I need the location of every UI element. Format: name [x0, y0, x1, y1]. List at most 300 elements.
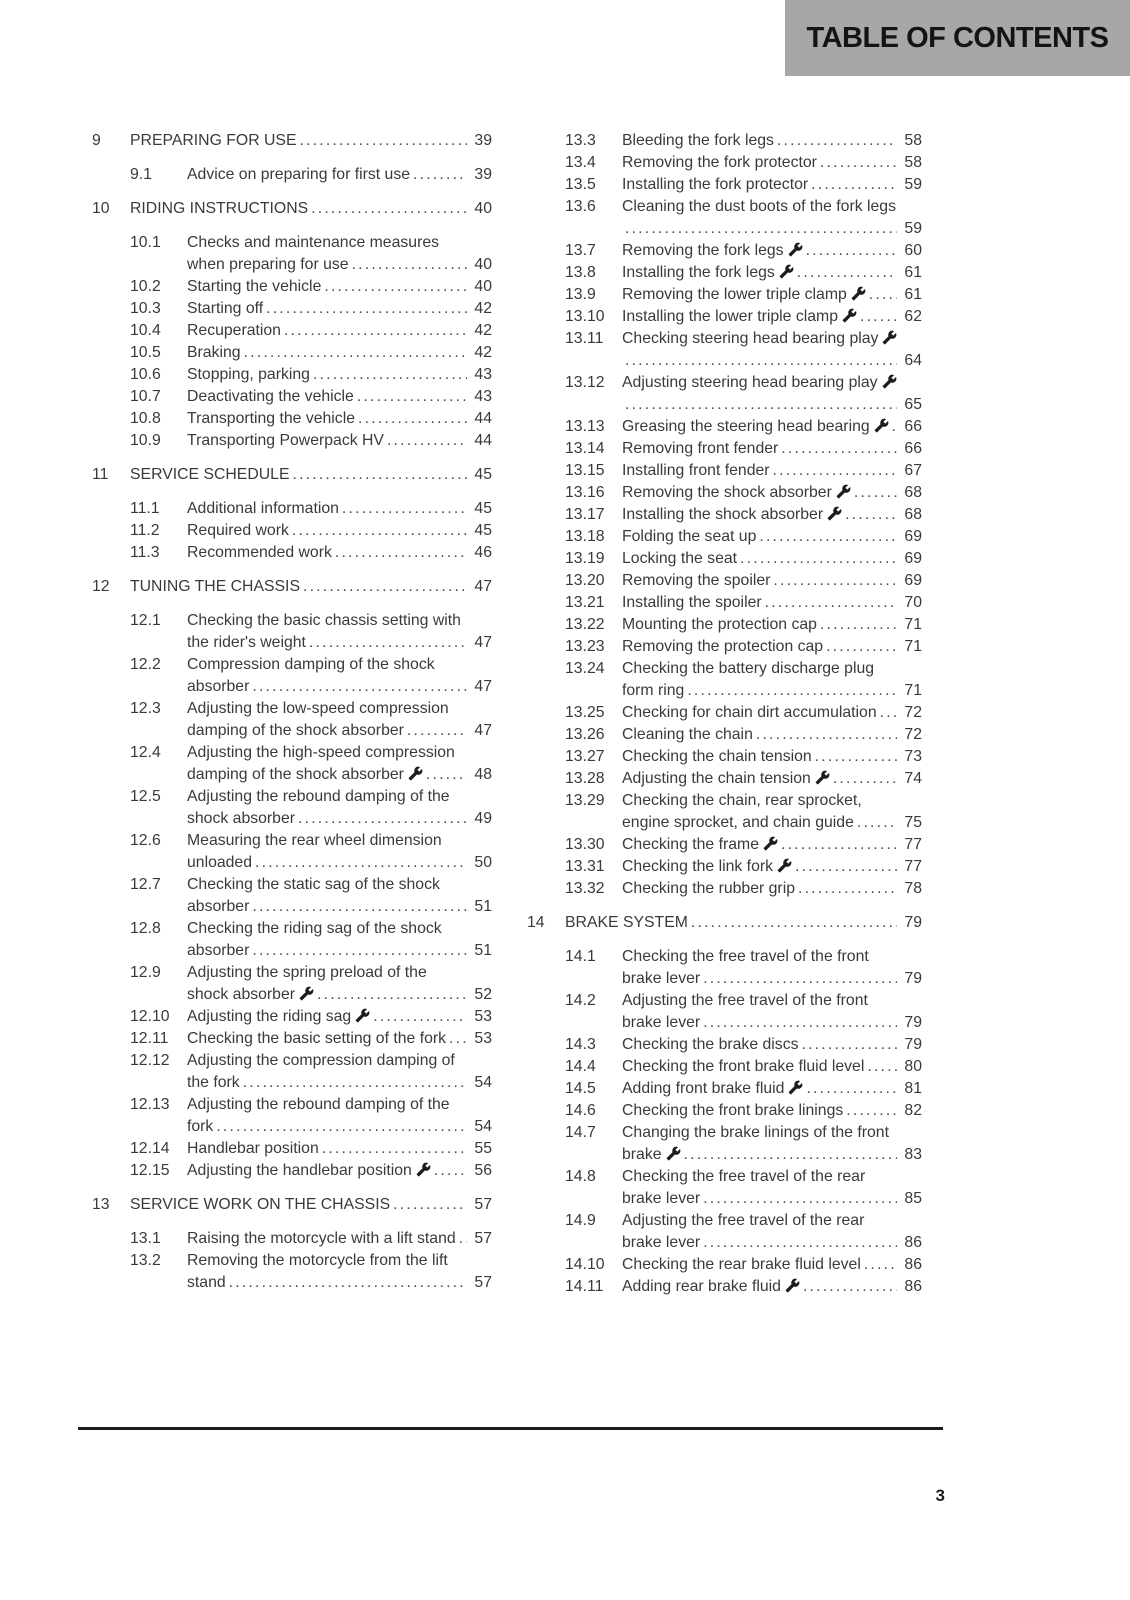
- toc-entry-line: [130, 198, 492, 220]
- wrench-icon: [777, 858, 792, 873]
- toc-entry-number: 13.19: [565, 550, 605, 567]
- toc-entry-number: 12.2: [130, 656, 161, 673]
- toc-entry-number: 12.1: [130, 612, 161, 629]
- toc-entry-title: Removing the motorcycle from the lift stand: [187, 1252, 448, 1291]
- toc-entry-line: [622, 482, 922, 504]
- toc-entry-title: Cleaning the dust boots of the fork legs: [622, 198, 896, 215]
- toc-entry-number: 12.13: [130, 1096, 170, 1113]
- toc-entry-number: 13.24: [565, 660, 605, 677]
- toc-entry-number: 13: [92, 1196, 110, 1213]
- toc-entry-title: Checking the rear brake fluid level: [622, 1256, 861, 1273]
- toc-entry-row: [527, 790, 922, 834]
- toc-entry-row: [92, 1028, 492, 1050]
- toc-entry-row: [92, 742, 492, 786]
- toc-entry-line: [622, 746, 922, 768]
- toc-entry-line: [622, 372, 922, 416]
- toc-entry-line: [187, 298, 492, 320]
- toc-section-row: [92, 1194, 492, 1216]
- toc-page-number: 65: [897, 394, 922, 416]
- toc-entry-number: 10.1: [130, 234, 161, 251]
- toc-entry-row: [92, 1250, 492, 1294]
- toc-page-number: 58: [897, 130, 922, 152]
- toc-entry-title: Adjusting the high-speed compression damping of the shock absorber: [187, 744, 455, 783]
- toc-entry-title: Greasing the steering head bearing: [622, 418, 870, 435]
- toc-entry-number: 13.22: [565, 616, 605, 633]
- toc-entry-row: [527, 306, 922, 328]
- toc-entry-title: Checking the rubber grip: [622, 880, 795, 897]
- toc-entry-number: 10.7: [130, 388, 161, 405]
- toc-page-number: 69: [897, 548, 922, 570]
- toc-entry-title: Adjusting the handlebar position: [187, 1162, 412, 1179]
- toc-page-number: 42: [467, 298, 492, 320]
- wrench-icon: [416, 1162, 431, 1177]
- toc-entry-row: [92, 1228, 492, 1250]
- wrench-icon: [882, 330, 897, 345]
- toc-entry-title: Adjusting the chain tension: [622, 770, 811, 787]
- toc-entry-row: [92, 386, 492, 408]
- toc-entry-number: 13.28: [565, 770, 605, 787]
- toc-content: [92, 130, 922, 1298]
- toc-entry-row: [527, 548, 922, 570]
- toc-entry-line: [187, 742, 492, 786]
- toc-entry-row: [92, 232, 492, 276]
- toc-entry-title: Required work: [187, 522, 289, 539]
- toc-page-number: 42: [467, 342, 492, 364]
- toc-entry-number: 13.21: [565, 594, 605, 611]
- toc-entry-number: 10.4: [130, 322, 161, 339]
- toc-entry-number: 13.14: [565, 440, 605, 457]
- wrench-icon: [851, 286, 866, 301]
- toc-entry-line: [622, 878, 922, 900]
- toc-entry-title: Removing the lower triple clamp: [622, 286, 847, 303]
- toc-page-number: 47: [467, 720, 492, 742]
- toc-page-number: 55: [467, 1138, 492, 1160]
- toc-entry-title: Bleeding the fork legs: [622, 132, 774, 149]
- toc-entry-number: 13.4: [565, 154, 596, 171]
- toc-entry-line: [622, 174, 922, 196]
- toc-entry-line: [622, 768, 922, 790]
- toc-page-number: 79: [897, 1034, 922, 1056]
- toc-entry-line: [187, 498, 492, 520]
- toc-page-number: 54: [467, 1116, 492, 1138]
- toc-entry-number: 13.18: [565, 528, 605, 545]
- toc-entry-row: [92, 962, 492, 1006]
- toc-entry-line: [622, 1078, 922, 1100]
- toc-entry-number: 13.16: [565, 484, 605, 501]
- toc-entry-row: [92, 342, 492, 364]
- toc-entry-row: [527, 746, 922, 768]
- toc-entry-title: Checking the front brake linings: [622, 1102, 844, 1119]
- toc-entry-number: 12.4: [130, 744, 161, 761]
- toc-entry-title: Installing the lower triple clamp: [622, 308, 838, 325]
- toc-page-number: 82: [897, 1100, 922, 1122]
- toc-entry-line: [187, 430, 492, 452]
- toc-page-number: 78: [897, 878, 922, 900]
- toc-entry-number: 12.7: [130, 876, 161, 893]
- toc-entry-line: [622, 834, 922, 856]
- toc-entry-title: Adjusting the free travel of the rear brake lever: [622, 1212, 865, 1251]
- toc-entry-title: Folding the seat up: [622, 528, 757, 545]
- toc-entry-row: [527, 1122, 922, 1166]
- toc-entry-line: [187, 830, 492, 874]
- toc-page-number: 71: [897, 636, 922, 658]
- toc-page-number: 54: [467, 1072, 492, 1094]
- toc-entry-title: Checking the riding sag of the shock absorber: [187, 920, 442, 959]
- toc-entry-row: [527, 1276, 922, 1298]
- toc-entry-row: [527, 856, 922, 878]
- toc-page-number: 71: [897, 614, 922, 636]
- toc-page-number: 62: [897, 306, 922, 328]
- toc-entry-line: [187, 698, 492, 742]
- toc-page-number: 80: [897, 1056, 922, 1078]
- toc-entry-title: Removing the fork protector: [622, 154, 817, 171]
- toc-entry-number: 13.5: [565, 176, 596, 193]
- toc-page-number: 51: [467, 896, 492, 918]
- toc-entry-line: [187, 542, 492, 564]
- toc-entry-row: [92, 654, 492, 698]
- toc-entry-number: 13.2: [130, 1252, 161, 1269]
- toc-page-number: 69: [897, 526, 922, 548]
- toc-entry-row: [527, 878, 922, 900]
- toc-entry-number: 13.26: [565, 726, 605, 743]
- toc-entry-line: [130, 130, 492, 152]
- toc-entry-line: [622, 946, 922, 990]
- toc-entry-number: 10.5: [130, 344, 161, 361]
- toc-section-row: [92, 576, 492, 598]
- toc-entry-line: [187, 1094, 492, 1138]
- toc-entry-line: [622, 1034, 922, 1056]
- toc-entry-title: Adjusting steering head bearing play: [622, 374, 878, 391]
- toc-entry-title: Installing front fender: [622, 462, 770, 479]
- toc-entry-title: Adjusting the compression damping of the fork: [187, 1052, 455, 1091]
- toc-entry-line: [622, 592, 922, 614]
- toc-entry-line: [622, 130, 922, 152]
- toc-page-number: 44: [467, 430, 492, 452]
- toc-entry-title: Transporting Powerpack HV: [187, 432, 384, 449]
- toc-entry-title: Braking: [187, 344, 241, 361]
- toc-entry-row: [92, 498, 492, 520]
- wrench-icon: [788, 242, 803, 257]
- wrench-icon: [815, 770, 830, 785]
- toc-page-number: 52: [467, 984, 492, 1006]
- toc-entry-line: [187, 1160, 492, 1182]
- toc-entry-number: 11.3: [130, 544, 160, 561]
- toc-page-number: 50: [467, 852, 492, 874]
- toc-entry-number: 14.10: [565, 1256, 605, 1273]
- toc-page-number: 48: [467, 764, 492, 786]
- toc-entry-title: Transporting the vehicle: [187, 410, 356, 427]
- toc-page-number: 53: [467, 1006, 492, 1028]
- toc-entry-line: [187, 918, 492, 962]
- toc-entry-title: Adjusting the rebound damping of the shock absorber: [187, 788, 450, 827]
- toc-entry-line: [622, 438, 922, 460]
- wrench-icon: [788, 1080, 803, 1095]
- toc-entry-line: [622, 636, 922, 658]
- toc-entry-row: [527, 130, 922, 152]
- toc-page-number: 58: [897, 152, 922, 174]
- toc-entry-line: [622, 790, 922, 834]
- toc-entry-number: 13.9: [565, 286, 596, 303]
- toc-entry-title: Removing the shock absorber: [622, 484, 832, 501]
- toc-entry-line: [187, 408, 492, 430]
- toc-entry-title: Checking the link fork: [622, 858, 774, 875]
- toc-page-number: 64: [897, 350, 922, 372]
- toc-page-number: 51: [467, 940, 492, 962]
- toc-entry-row: [527, 570, 922, 592]
- toc-entry-number: 10.3: [130, 300, 161, 317]
- toc-column-left: [92, 130, 492, 1294]
- toc-entry-row: [527, 174, 922, 196]
- toc-entry-row: [527, 636, 922, 658]
- toc-entry-title: Advice on preparing for first use: [187, 166, 411, 183]
- toc-entry-line: [187, 1028, 492, 1050]
- toc-entry-title: Measuring the rear wheel dimension unloaded: [187, 832, 442, 871]
- toc-entry-title: Mounting the protection cap: [622, 616, 817, 633]
- toc-entry-number: 12.8: [130, 920, 161, 937]
- toc-entry-title: Changing the brake linings of the front brake: [622, 1124, 889, 1163]
- toc-page-number: 40: [467, 276, 492, 298]
- toc-entry-line: [622, 570, 922, 592]
- toc-entry-row: [527, 416, 922, 438]
- toc-entry-row: [527, 592, 922, 614]
- toc-entry-number: 14.4: [565, 1058, 596, 1075]
- toc-entry-title: Stopping, parking: [187, 366, 310, 383]
- toc-entry-row: [527, 990, 922, 1034]
- wrench-icon: [882, 374, 897, 389]
- toc-entry-number: 9.1: [130, 166, 152, 183]
- toc-page-number: 85: [897, 1188, 922, 1210]
- wrench-icon: [666, 1146, 681, 1161]
- toc-entry-number: 14: [527, 914, 545, 931]
- toc-entry-title: SERVICE WORK ON THE CHASSIS: [130, 1196, 391, 1213]
- toc-column-right: [527, 130, 922, 1298]
- toc-entry-row: [527, 724, 922, 746]
- toc-entry-row: [527, 152, 922, 174]
- toc-entry-line: [622, 548, 922, 570]
- toc-entry-number: 12.12: [130, 1052, 170, 1069]
- toc-entry-number: 11.1: [130, 500, 160, 517]
- toc-entry-line: [622, 724, 922, 746]
- toc-page-number: 86: [897, 1254, 922, 1276]
- toc-page-number: 72: [897, 724, 922, 746]
- toc-page-number: 49: [467, 808, 492, 830]
- toc-entry-number: 13.12: [565, 374, 605, 391]
- toc-page-number: 86: [897, 1232, 922, 1254]
- toc-entry-row: [527, 262, 922, 284]
- toc-entry-title: Removing the spoiler: [622, 572, 771, 589]
- toc-entry-line: [130, 464, 492, 486]
- toc-entry-line: [187, 320, 492, 342]
- toc-entry-title: Checking the front brake fluid level: [622, 1058, 865, 1075]
- wrench-icon: [827, 506, 842, 521]
- toc-entry-row: [527, 1056, 922, 1078]
- toc-entry-line: [622, 284, 922, 306]
- toc-entry-title: Starting the vehicle: [187, 278, 322, 295]
- toc-entry-row: [527, 1034, 922, 1056]
- toc-page-number: 47: [467, 576, 492, 598]
- toc-page-number: 57: [467, 1272, 492, 1294]
- toc-page-number: 44: [467, 408, 492, 430]
- toc-section-row: [92, 198, 492, 220]
- toc-entry-title: Recommended work: [187, 544, 332, 561]
- toc-entry-line: [565, 912, 922, 934]
- toc-entry-row: [527, 1078, 922, 1100]
- toc-entry-title: Checking for chain dirt accumulation: [622, 704, 877, 721]
- wrench-icon: [355, 1008, 370, 1023]
- toc-entry-line: [187, 164, 492, 186]
- toc-entry-line: [622, 152, 922, 174]
- toc-page-number: 69: [897, 570, 922, 592]
- toc-page-number: 83: [897, 1144, 922, 1166]
- wrench-icon: [836, 484, 851, 499]
- toc-entry-number: 12: [92, 578, 110, 595]
- toc-entry-row: [92, 874, 492, 918]
- toc-page-number: 46: [467, 542, 492, 564]
- toc-entry-title: Installing the fork legs: [622, 264, 775, 281]
- toc-entry-row: [92, 786, 492, 830]
- toc-entry-title: Checking the frame: [622, 836, 759, 853]
- toc-entry-line: [622, 526, 922, 548]
- toc-entry-number: 14.1: [565, 948, 596, 965]
- wrench-icon: [779, 264, 794, 279]
- toc-entry-row: [527, 1100, 922, 1122]
- toc-entry-number: 13.13: [565, 418, 605, 435]
- toc-entry-row: [527, 1254, 922, 1276]
- toc-entry-number: 13.1: [130, 1230, 161, 1247]
- toc-entry-number: 14.8: [565, 1168, 596, 1185]
- toc-entry-row: [92, 1138, 492, 1160]
- toc-page-number: 81: [897, 1078, 922, 1100]
- toc-entry-line: [622, 1210, 922, 1254]
- toc-page-number: 67: [897, 460, 922, 482]
- toc-entry-row: [92, 610, 492, 654]
- toc-entry-title: Checking the brake discs: [622, 1036, 799, 1053]
- toc-entry-number: 13.29: [565, 792, 605, 809]
- toc-entry-title: Checks and maintenance measures when preparing for use: [187, 234, 440, 273]
- toc-entry-line: [622, 702, 922, 724]
- toc-entry-row: [92, 276, 492, 298]
- toc-entry-title: SERVICE SCHEDULE: [130, 466, 290, 483]
- toc-entry-line: [622, 328, 922, 372]
- page-title: TABLE OF CONTENTS: [806, 21, 1109, 54]
- toc-entry-line: [622, 416, 922, 438]
- toc-entry-number: 11.2: [130, 522, 160, 539]
- toc-entry-row: [527, 284, 922, 306]
- toc-entry-title: Additional information: [187, 500, 339, 517]
- toc-entry-line: [622, 460, 922, 482]
- toc-page-number: 86: [897, 1276, 922, 1298]
- toc-entry-row: [92, 1006, 492, 1028]
- toc-entry-number: 13.32: [565, 880, 605, 897]
- toc-entry-row: [527, 196, 922, 240]
- toc-entry-row: [527, 834, 922, 856]
- toc-entry-title: Checking the free travel of the front brake lever: [622, 948, 869, 987]
- toc-entry-title: Installing the fork protector: [622, 176, 809, 193]
- toc-entry-title: Adjusting the spring preload of the shock absorber: [187, 964, 427, 1003]
- toc-entry-number: 13.6: [565, 198, 596, 215]
- toc-entry-line: [187, 1138, 492, 1160]
- toc-page-number: 45: [467, 520, 492, 542]
- toc-entry-row: [92, 1160, 492, 1182]
- toc-entry-number: 12.10: [130, 1008, 170, 1025]
- toc-entry-line: [622, 1276, 922, 1298]
- toc-entry-title: RIDING INSTRUCTIONS: [130, 200, 309, 217]
- toc-section-row: [527, 912, 922, 934]
- toc-entry-line: [187, 1250, 492, 1294]
- toc-page-number: 74: [897, 768, 922, 790]
- toc-entry-number: 12.5: [130, 788, 161, 805]
- toc-entry-line: [622, 856, 922, 878]
- toc-entry-number: 14.11: [565, 1278, 604, 1295]
- toc-page-number: 40: [467, 254, 492, 276]
- toc-page-number: 56: [467, 1160, 492, 1182]
- toc-entry-number: 13.27: [565, 748, 605, 765]
- toc-entry-row: [527, 240, 922, 262]
- toc-entry-line: [187, 1228, 492, 1250]
- wrench-icon: [408, 766, 423, 781]
- toc-entry-title: Handlebar position: [187, 1140, 319, 1157]
- toc-entry-row: [92, 298, 492, 320]
- toc-entry-row: [92, 1050, 492, 1094]
- toc-entry-title: Adding front brake fluid: [622, 1080, 785, 1097]
- wrench-icon: [842, 308, 857, 323]
- toc-page-number: 79: [897, 912, 922, 934]
- toc-entry-line: [187, 520, 492, 542]
- toc-entry-number: 12.11: [130, 1030, 169, 1047]
- toc-page-number: 61: [897, 262, 922, 284]
- toc-entry-line: [187, 364, 492, 386]
- toc-entry-line: [622, 1056, 922, 1078]
- toc-page-number: 77: [897, 834, 922, 856]
- toc-entry-number: 13.31: [565, 858, 605, 875]
- toc-page-number: 68: [897, 482, 922, 504]
- wrench-icon: [874, 418, 889, 433]
- toc-page-number: 70: [897, 592, 922, 614]
- toc-entry-line: [622, 990, 922, 1034]
- toc-entry-line: [187, 1006, 492, 1028]
- toc-entry-number: 9: [92, 132, 101, 149]
- toc-entry-row: [92, 830, 492, 874]
- toc-page-number: 75: [897, 812, 922, 834]
- toc-entry-title: Removing front fender: [622, 440, 779, 457]
- toc-page-number: 60: [897, 240, 922, 262]
- toc-page-number: 59: [897, 218, 922, 240]
- toc-entry-line: [622, 1166, 922, 1210]
- toc-page-number: 77: [897, 856, 922, 878]
- toc-entry-title: Adding rear brake fluid: [622, 1278, 781, 1295]
- toc-entry-row: [527, 372, 922, 416]
- toc-page-number: 42: [467, 320, 492, 342]
- toc-entry-number: 12.6: [130, 832, 161, 849]
- toc-entry-line: [187, 386, 492, 408]
- toc-entry-row: [527, 1210, 922, 1254]
- toc-page-number: 53: [467, 1028, 492, 1050]
- toc-entry-number: 13.20: [565, 572, 605, 589]
- toc-entry-row: [527, 460, 922, 482]
- toc-section-row: [92, 464, 492, 486]
- toc-entry-number: 13.15: [565, 462, 605, 479]
- toc-entry-line: [187, 610, 492, 654]
- toc-entry-title: Adjusting the low-speed compression damping of the shock absorber: [187, 700, 449, 739]
- toc-page-number: 39: [467, 164, 492, 186]
- toc-entry-title: Locking the seat: [622, 550, 738, 567]
- toc-entry-number: 12.3: [130, 700, 161, 717]
- toc-entry-number: 13.8: [565, 264, 596, 281]
- toc-entry-line: [622, 306, 922, 328]
- toc-page-number: 61: [897, 284, 922, 306]
- toc-entry-row: [527, 438, 922, 460]
- toc-entry-number: 13.11: [565, 330, 604, 347]
